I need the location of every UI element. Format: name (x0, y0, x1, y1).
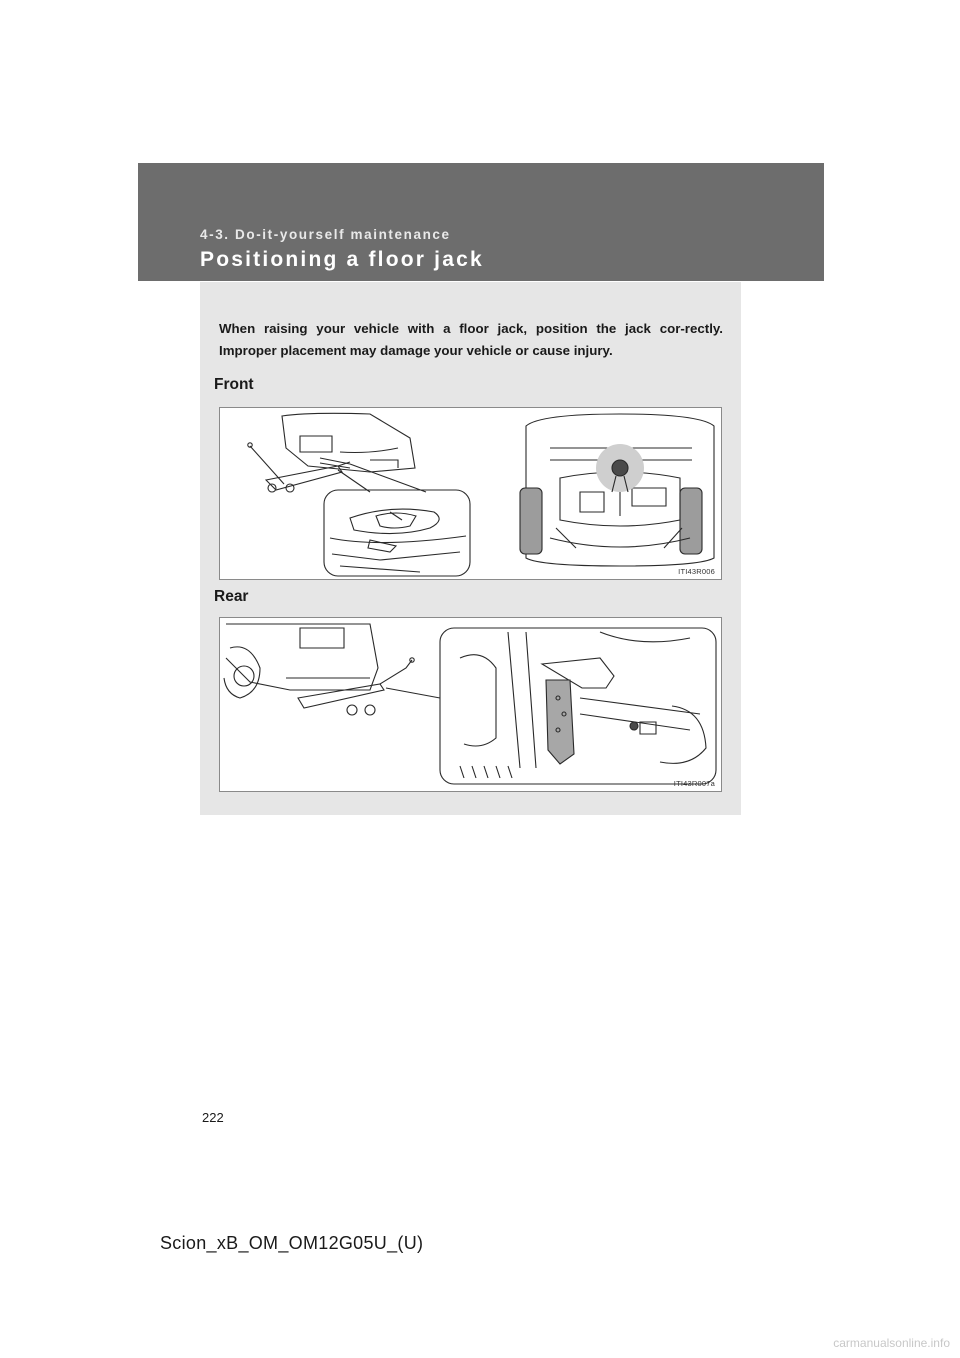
rear-heading: Rear (214, 588, 249, 605)
intro-text: When raising your vehicle with a floor jack, position the jack cor-rectly. Improper placement may damage your vehicle or cause injury. (219, 321, 723, 358)
watermark: carmanualsonline.info (833, 1336, 950, 1350)
front-figure (219, 407, 722, 580)
front-jack-illustration (220, 408, 721, 579)
rear-figure-code: ITI43R007a (673, 779, 715, 788)
section-label: 4-3. Do-it-yourself maintenance (200, 227, 451, 242)
content-box (200, 282, 741, 815)
front-figure-code: ITI43R006 (678, 567, 715, 576)
rear-figure (219, 617, 722, 792)
front-heading: Front (214, 376, 254, 393)
section-header (138, 163, 824, 281)
document-id: Scion_xB_OM_OM12G05U_(U) (160, 1233, 424, 1253)
page-number: 222 (202, 1110, 224, 1125)
page-title: Positioning a floor jack (200, 248, 484, 271)
rear-jack-illustration (220, 618, 721, 791)
